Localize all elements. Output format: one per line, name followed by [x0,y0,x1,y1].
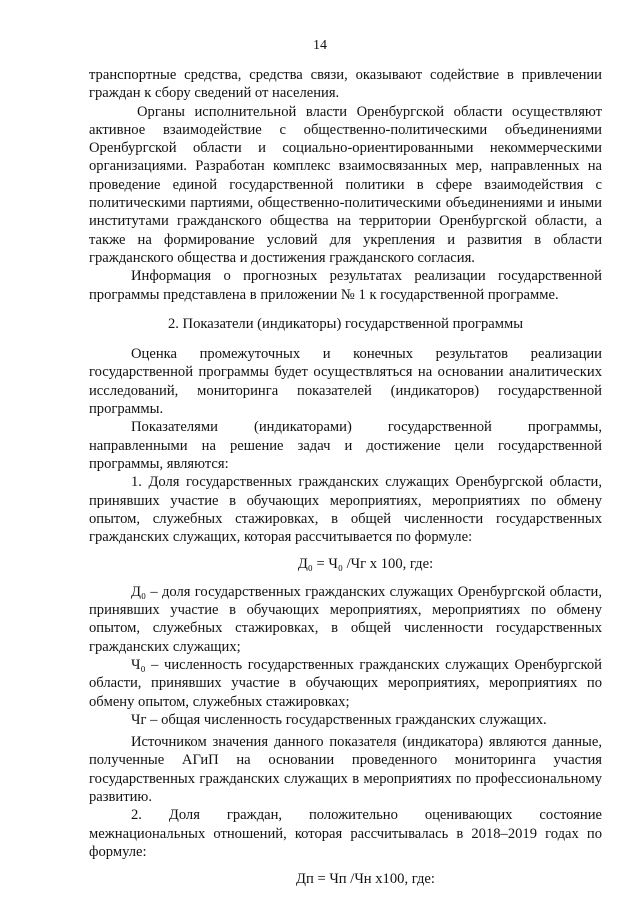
section-heading: 2. Показатели (индикаторы) государственной программы [167,315,524,332]
paragraph-4: Оценка промежуточных и конечных результатов реализации государственной программы будет осуществляться на основании аналитических исследований, мониторинга показателей (индикаторов) государственной программы. [89,346,602,418]
document-body [89,66,602,897]
definition-1: Д₀ – доля государственных гражданских служащих Оренбургской области, принявших участие в обучающих мероприятиях, мероприятиях по обмену опытом, служебных стажировках, в общей численности государственных гражданских служащих; [89,583,602,655]
definition-3: Чг – общая численность государственных гражданских служащих. [131,711,547,728]
page-number: 14 [313,38,327,53]
paragraph-2: Органы исполнительной власти Оренбургской области осуществляют активное взаимодействие с общественно-политическими объединениями Оренбургской области и социально-ориентированными некоммерческими организациями. Разработан комплекс взаимосвязанных мер, направленных на проведение единой государственной политики в сфере взаимодействия с политическими партиями, общественно-политическими объединениями и иными институтами гражданского общества на территории Оренбургской области, а также на формирование условий для укрепления и развития в области гражданского общества и достижения гражданского согласия. [89,103,602,266]
formula-2: Дп = Чп /Чн х100, где: [296,871,435,888]
paragraph-5: Показателями (индикаторами) государственной программы, направленными на решение задач и достижение цели государственной программы, являются: [89,419,602,472]
paragraph-8: 2. Доля граждан, положительно оценивающих состояние межнациональных отношений, которая рассчитывалась в 2018–2019 годах по формуле: [89,807,602,860]
paragraph-7: Источником значения данного показателя (индикатора) являются данные, полученные АГиП на основании проведенного мониторинга участия государственных гражданских служащих в мероприятиях по профессиональному развитию. [89,734,602,805]
paragraph-1: транспортные средства, средства связи, оказывают содействие в привлечении граждан к сбору сведений от населения. [89,67,602,102]
paragraph-6: 1. Доля государственных гражданских служащих Оренбургской области, принявших участие в обучающих мероприятиях, мероприятиях по обмену опытом, служебных стажировках, в общей численности государственных гражданских служащих, которая рассчитывается по формуле: [89,474,602,546]
formula-1: Д₀ = Ч₀ /Чг х 100, где: [297,556,434,573]
paragraph-3: Информация о прогнозных результатах реализации государственной программы представлена в приложении № 1 к государственной программе. [89,268,602,303]
definition-2: Ч₀ – численность государственных гражданских служащих Оренбургской области, принявших участие в обучающих мероприятиях, мероприятиях по обмену опытом, служебных стажировках; [89,656,602,710]
